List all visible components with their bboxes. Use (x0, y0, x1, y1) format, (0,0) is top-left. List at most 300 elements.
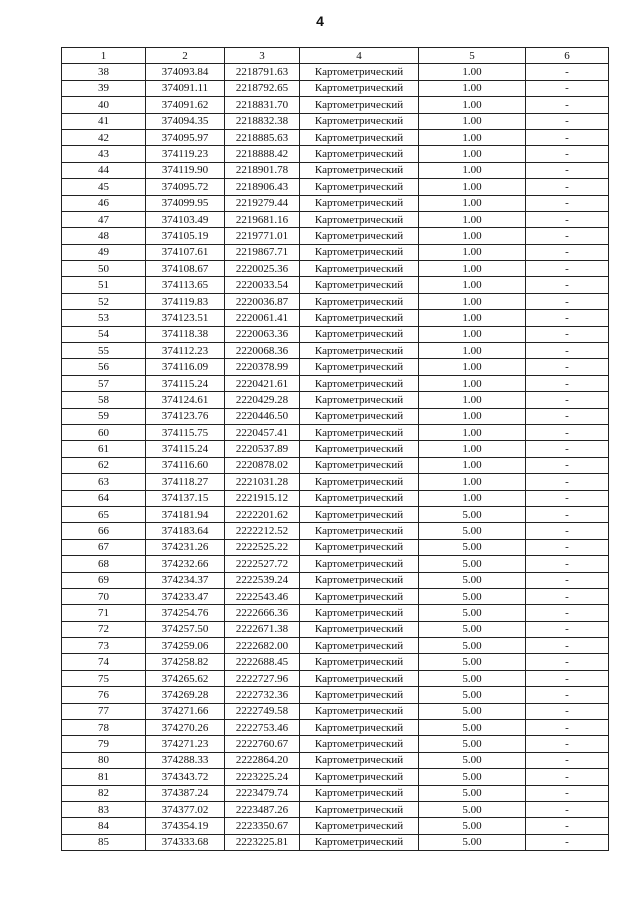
table-row (62, 80, 609, 96)
table-cell: - (526, 261, 609, 277)
table-row (62, 228, 609, 244)
table-cell: Картометрический (300, 703, 419, 719)
table-cell: - (526, 244, 609, 260)
table-cell: - (526, 80, 609, 96)
table-cell: Картометрический (300, 801, 419, 817)
table-row (62, 769, 609, 785)
table-cell: 2222201.62 (225, 506, 300, 522)
table-cell: 374265.62 (146, 670, 225, 686)
table-cell: 56 (62, 359, 146, 375)
table-cell: 2222727.96 (225, 670, 300, 686)
table-cell: 65 (62, 506, 146, 522)
table-cell: Картометрический (300, 97, 419, 113)
table-cell: - (526, 605, 609, 621)
table-cell: - (526, 211, 609, 227)
column-header: 3 (225, 48, 300, 64)
table-body (62, 64, 609, 851)
table-cell: 48 (62, 228, 146, 244)
table-cell: 50 (62, 261, 146, 277)
table-cell: 82 (62, 785, 146, 801)
table-cell: 2220421.61 (225, 375, 300, 391)
table-cell: 84 (62, 818, 146, 834)
table-cell: 2221031.28 (225, 474, 300, 490)
table-row (62, 441, 609, 457)
table-cell: - (526, 326, 609, 342)
table-cell: 1.00 (419, 162, 526, 178)
table-row (62, 736, 609, 752)
table-cell: 2218791.63 (225, 64, 300, 80)
table-cell: 2220036.87 (225, 293, 300, 309)
table-cell: 374091.11 (146, 80, 225, 96)
table-cell: 1.00 (419, 310, 526, 326)
table-cell: 1.00 (419, 474, 526, 490)
table-cell: 1.00 (419, 113, 526, 129)
table-cell: Картометрический (300, 179, 419, 195)
table-cell: 1.00 (419, 490, 526, 506)
table-cell: - (526, 638, 609, 654)
table-cell: 5.00 (419, 638, 526, 654)
table-cell: Картометрический (300, 64, 419, 80)
table-cell: 52 (62, 293, 146, 309)
table-cell: 47 (62, 211, 146, 227)
table-cell: 374270.26 (146, 720, 225, 736)
table-row (62, 64, 609, 80)
table-row (62, 834, 609, 850)
table-cell: Картометрический (300, 343, 419, 359)
table-cell: 5.00 (419, 506, 526, 522)
table-row (62, 687, 609, 703)
table-cell: 374119.83 (146, 293, 225, 309)
table-cell: 58 (62, 392, 146, 408)
table-cell: 5.00 (419, 523, 526, 539)
table-cell: 2222212.52 (225, 523, 300, 539)
table-cell: - (526, 392, 609, 408)
table-row (62, 261, 609, 277)
table-cell: 2218792.65 (225, 80, 300, 96)
table-cell: 374118.38 (146, 326, 225, 342)
table-cell: - (526, 64, 609, 80)
table-cell: 374257.50 (146, 621, 225, 637)
table-cell: 5.00 (419, 670, 526, 686)
table-cell: 374113.65 (146, 277, 225, 293)
table-cell: Картометрический (300, 261, 419, 277)
table-cell: 1.00 (419, 424, 526, 440)
table-cell: - (526, 146, 609, 162)
table-cell: 5.00 (419, 621, 526, 637)
table-cell: 374123.51 (146, 310, 225, 326)
table-cell: Картометрический (300, 457, 419, 473)
table-cell: - (526, 670, 609, 686)
table-row (62, 539, 609, 555)
table-cell: 2220878.02 (225, 457, 300, 473)
table-cell: 74 (62, 654, 146, 670)
table-cell: - (526, 572, 609, 588)
table-cell: 2220061.41 (225, 310, 300, 326)
table-row (62, 490, 609, 506)
table-cell: 5.00 (419, 785, 526, 801)
table-cell: 2219279.44 (225, 195, 300, 211)
table-cell: - (526, 769, 609, 785)
table-cell: 1.00 (419, 211, 526, 227)
table-row (62, 392, 609, 408)
table-cell: - (526, 277, 609, 293)
table-row (62, 523, 609, 539)
table-cell: 61 (62, 441, 146, 457)
table-cell: 2222749.58 (225, 703, 300, 719)
table-cell: 67 (62, 539, 146, 555)
table-cell: 73 (62, 638, 146, 654)
table-cell: 1.00 (419, 293, 526, 309)
table-cell: 374116.09 (146, 359, 225, 375)
table-row (62, 605, 609, 621)
table-cell: - (526, 736, 609, 752)
table-cell: 2222760.67 (225, 736, 300, 752)
table-cell: 374116.60 (146, 457, 225, 473)
table-cell: 5.00 (419, 539, 526, 555)
table-row (62, 97, 609, 113)
table-cell: - (526, 703, 609, 719)
table-cell: - (526, 818, 609, 834)
table-cell: Картометрический (300, 392, 419, 408)
table-cell: 374233.47 (146, 588, 225, 604)
table-cell: 374115.24 (146, 375, 225, 391)
table-cell: Картометрический (300, 720, 419, 736)
table-cell: 374183.64 (146, 523, 225, 539)
table-cell: - (526, 162, 609, 178)
table-cell: 69 (62, 572, 146, 588)
table-cell: 59 (62, 408, 146, 424)
table-row (62, 752, 609, 768)
table-row (62, 113, 609, 129)
table-cell: Картометрический (300, 408, 419, 424)
table-cell: 5.00 (419, 605, 526, 621)
table-cell: 374095.97 (146, 129, 225, 145)
table-cell: 1.00 (419, 375, 526, 391)
table-cell: Картометрический (300, 441, 419, 457)
table-cell: 2222539.24 (225, 572, 300, 588)
table-cell: 1.00 (419, 343, 526, 359)
table-cell: 2220063.36 (225, 326, 300, 342)
table-cell: 41 (62, 113, 146, 129)
table-cell: 2223350.67 (225, 818, 300, 834)
table-cell: 2221915.12 (225, 490, 300, 506)
table-cell: Картометрический (300, 572, 419, 588)
table-cell: 2223225.81 (225, 834, 300, 850)
table-cell: 374137.15 (146, 490, 225, 506)
table-cell: 78 (62, 720, 146, 736)
table-cell: 38 (62, 64, 146, 80)
table-cell: - (526, 474, 609, 490)
table-cell: - (526, 523, 609, 539)
table-cell: Картометрический (300, 424, 419, 440)
table-cell: - (526, 457, 609, 473)
table-cell: 1.00 (419, 441, 526, 457)
table-row (62, 310, 609, 326)
table-cell: 2220537.89 (225, 441, 300, 457)
table-row (62, 326, 609, 342)
table-cell: - (526, 785, 609, 801)
table-cell: Картометрический (300, 523, 419, 539)
table-cell: 374232.66 (146, 556, 225, 572)
table-cell: - (526, 359, 609, 375)
table-cell: 374115.75 (146, 424, 225, 440)
table-cell: 1.00 (419, 408, 526, 424)
table-cell: 2222527.72 (225, 556, 300, 572)
table-row (62, 179, 609, 195)
table-cell: 46 (62, 195, 146, 211)
table-cell: 5.00 (419, 572, 526, 588)
table-cell: 77 (62, 703, 146, 719)
table-cell: - (526, 195, 609, 211)
table-cell: 1.00 (419, 228, 526, 244)
table-cell: 53 (62, 310, 146, 326)
table-cell: 374271.66 (146, 703, 225, 719)
table-cell: Картометрический (300, 605, 419, 621)
table-cell: 374333.68 (146, 834, 225, 850)
table-cell: Картометрический (300, 326, 419, 342)
table-cell: 1.00 (419, 457, 526, 473)
table-cell: 2222753.46 (225, 720, 300, 736)
table-cell: 85 (62, 834, 146, 850)
table-cell: 5.00 (419, 769, 526, 785)
table-row (62, 588, 609, 604)
table-row (62, 129, 609, 145)
table-cell: 374115.24 (146, 441, 225, 457)
table-cell: 2218832.38 (225, 113, 300, 129)
table-cell: 57 (62, 375, 146, 391)
table-cell: - (526, 539, 609, 555)
table-cell: 71 (62, 605, 146, 621)
table-cell: 374124.61 (146, 392, 225, 408)
table-cell: Картометрический (300, 506, 419, 522)
table-cell: Картометрический (300, 818, 419, 834)
table-cell: 75 (62, 670, 146, 686)
table-cell: 374118.27 (146, 474, 225, 490)
table-cell: - (526, 720, 609, 736)
table-cell: 1.00 (419, 146, 526, 162)
table-cell: 1.00 (419, 359, 526, 375)
table-cell: 83 (62, 801, 146, 817)
table-cell: 55 (62, 343, 146, 359)
table-cell: 2222671.38 (225, 621, 300, 637)
table-row (62, 670, 609, 686)
table-cell: 39 (62, 80, 146, 96)
table-cell: 1.00 (419, 64, 526, 80)
table-cell: 374343.72 (146, 769, 225, 785)
table-cell: 1.00 (419, 195, 526, 211)
table-cell: - (526, 113, 609, 129)
table-cell: 5.00 (419, 588, 526, 604)
table-cell: - (526, 687, 609, 703)
table-cell: - (526, 441, 609, 457)
table-cell: 5.00 (419, 654, 526, 670)
table-cell: Картометрический (300, 654, 419, 670)
table-cell: - (526, 343, 609, 359)
table-cell: - (526, 375, 609, 391)
table-cell: 374269.28 (146, 687, 225, 703)
table-cell: 66 (62, 523, 146, 539)
table-cell: Картометрический (300, 146, 419, 162)
table-cell: Картометрический (300, 244, 419, 260)
table-cell: 45 (62, 179, 146, 195)
table-cell: Картометрический (300, 834, 419, 850)
table-row (62, 720, 609, 736)
table-cell: 374288.33 (146, 752, 225, 768)
table-cell: 1.00 (419, 97, 526, 113)
column-header: 1 (62, 48, 146, 64)
table-cell: 5.00 (419, 720, 526, 736)
table-row (62, 818, 609, 834)
table-cell: 1.00 (419, 129, 526, 145)
table-row (62, 572, 609, 588)
table-cell: 80 (62, 752, 146, 768)
table-row (62, 638, 609, 654)
table-cell: - (526, 621, 609, 637)
table-cell: Картометрический (300, 556, 419, 572)
table-cell: 2222732.36 (225, 687, 300, 703)
table-cell: - (526, 129, 609, 145)
table-header-row (62, 48, 609, 64)
table-cell: Картометрический (300, 293, 419, 309)
table-cell: Картометрический (300, 310, 419, 326)
table-cell: 2219771.01 (225, 228, 300, 244)
table-cell: 2220429.28 (225, 392, 300, 408)
table-cell: 51 (62, 277, 146, 293)
table-cell: Картометрический (300, 211, 419, 227)
table-cell: 374258.82 (146, 654, 225, 670)
table-cell: 2222688.45 (225, 654, 300, 670)
table-cell: 2219681.16 (225, 211, 300, 227)
table-cell: - (526, 179, 609, 195)
table-row (62, 277, 609, 293)
table-cell: 374112.23 (146, 343, 225, 359)
table-row (62, 621, 609, 637)
table-cell: - (526, 490, 609, 506)
table-cell: - (526, 310, 609, 326)
table-cell: 63 (62, 474, 146, 490)
table-cell: Картометрический (300, 277, 419, 293)
table-row (62, 195, 609, 211)
table-cell: 1.00 (419, 277, 526, 293)
table-row (62, 408, 609, 424)
table-cell: Картометрический (300, 621, 419, 637)
table-cell: 62 (62, 457, 146, 473)
table-cell: 2222525.22 (225, 539, 300, 555)
coordinates-table (61, 47, 609, 851)
table-cell: - (526, 834, 609, 850)
table-row (62, 343, 609, 359)
table-cell: 2222543.46 (225, 588, 300, 604)
table-cell: 374123.76 (146, 408, 225, 424)
column-header: 2 (146, 48, 225, 64)
table-cell: 2218901.78 (225, 162, 300, 178)
table-cell: - (526, 97, 609, 113)
table-cell: 374099.95 (146, 195, 225, 211)
table-cell: - (526, 408, 609, 424)
table-cell: 5.00 (419, 703, 526, 719)
table-row (62, 293, 609, 309)
table-cell: 374234.37 (146, 572, 225, 588)
table-row (62, 654, 609, 670)
table-cell: Картометрический (300, 736, 419, 752)
table-cell: - (526, 506, 609, 522)
table-cell: 374105.19 (146, 228, 225, 244)
table-cell: 374259.06 (146, 638, 225, 654)
table-cell: Картометрический (300, 785, 419, 801)
table-cell: Картометрический (300, 539, 419, 555)
table-cell: 2220025.36 (225, 261, 300, 277)
table-cell: 2220378.99 (225, 359, 300, 375)
table-row (62, 424, 609, 440)
table-cell: 2222682.00 (225, 638, 300, 654)
table-cell: Картометрический (300, 670, 419, 686)
table-cell: 2220068.36 (225, 343, 300, 359)
page-number: 4 (316, 13, 324, 29)
table-row (62, 211, 609, 227)
table-cell: Картометрический (300, 162, 419, 178)
table-cell: 2218888.42 (225, 146, 300, 162)
table-cell: 2222666.36 (225, 605, 300, 621)
table-cell: 42 (62, 129, 146, 145)
table-cell: 1.00 (419, 244, 526, 260)
column-header: 6 (526, 48, 609, 64)
table-cell: 374254.76 (146, 605, 225, 621)
table-row (62, 506, 609, 522)
table-cell: Картометрический (300, 228, 419, 244)
table-cell: 1.00 (419, 261, 526, 277)
table-cell: Картометрический (300, 474, 419, 490)
table-cell: Картометрический (300, 752, 419, 768)
table-cell: - (526, 228, 609, 244)
table-cell: 2223225.24 (225, 769, 300, 785)
table-row (62, 162, 609, 178)
table-cell: 70 (62, 588, 146, 604)
table-cell: 40 (62, 97, 146, 113)
table-cell: 374271.23 (146, 736, 225, 752)
table-cell: 2220446.50 (225, 408, 300, 424)
table-cell: 5.00 (419, 818, 526, 834)
table-cell: Картометрический (300, 638, 419, 654)
table-cell: - (526, 752, 609, 768)
table-cell: 5.00 (419, 834, 526, 850)
table-cell: 49 (62, 244, 146, 260)
table-cell: Картометрический (300, 769, 419, 785)
table-cell: - (526, 293, 609, 309)
table-cell: 1.00 (419, 80, 526, 96)
table-cell: 76 (62, 687, 146, 703)
table-cell: 1.00 (419, 326, 526, 342)
table-cell: 2223479.74 (225, 785, 300, 801)
table-row (62, 146, 609, 162)
table-cell: 5.00 (419, 736, 526, 752)
table-cell: 374094.35 (146, 113, 225, 129)
table-cell: 1.00 (419, 392, 526, 408)
table-cell: 54 (62, 326, 146, 342)
table-cell: 2222864.20 (225, 752, 300, 768)
table-cell: Картометрический (300, 80, 419, 96)
table-cell: 2218885.63 (225, 129, 300, 145)
table-cell: 2219867.71 (225, 244, 300, 260)
table-cell: 374387.24 (146, 785, 225, 801)
column-header: 4 (300, 48, 419, 64)
table-cell: - (526, 556, 609, 572)
table-cell: 374119.23 (146, 146, 225, 162)
table-cell: 374095.72 (146, 179, 225, 195)
table-cell: 374103.49 (146, 211, 225, 227)
table-row (62, 457, 609, 473)
table-cell: Картометрический (300, 588, 419, 604)
table-cell: 81 (62, 769, 146, 785)
